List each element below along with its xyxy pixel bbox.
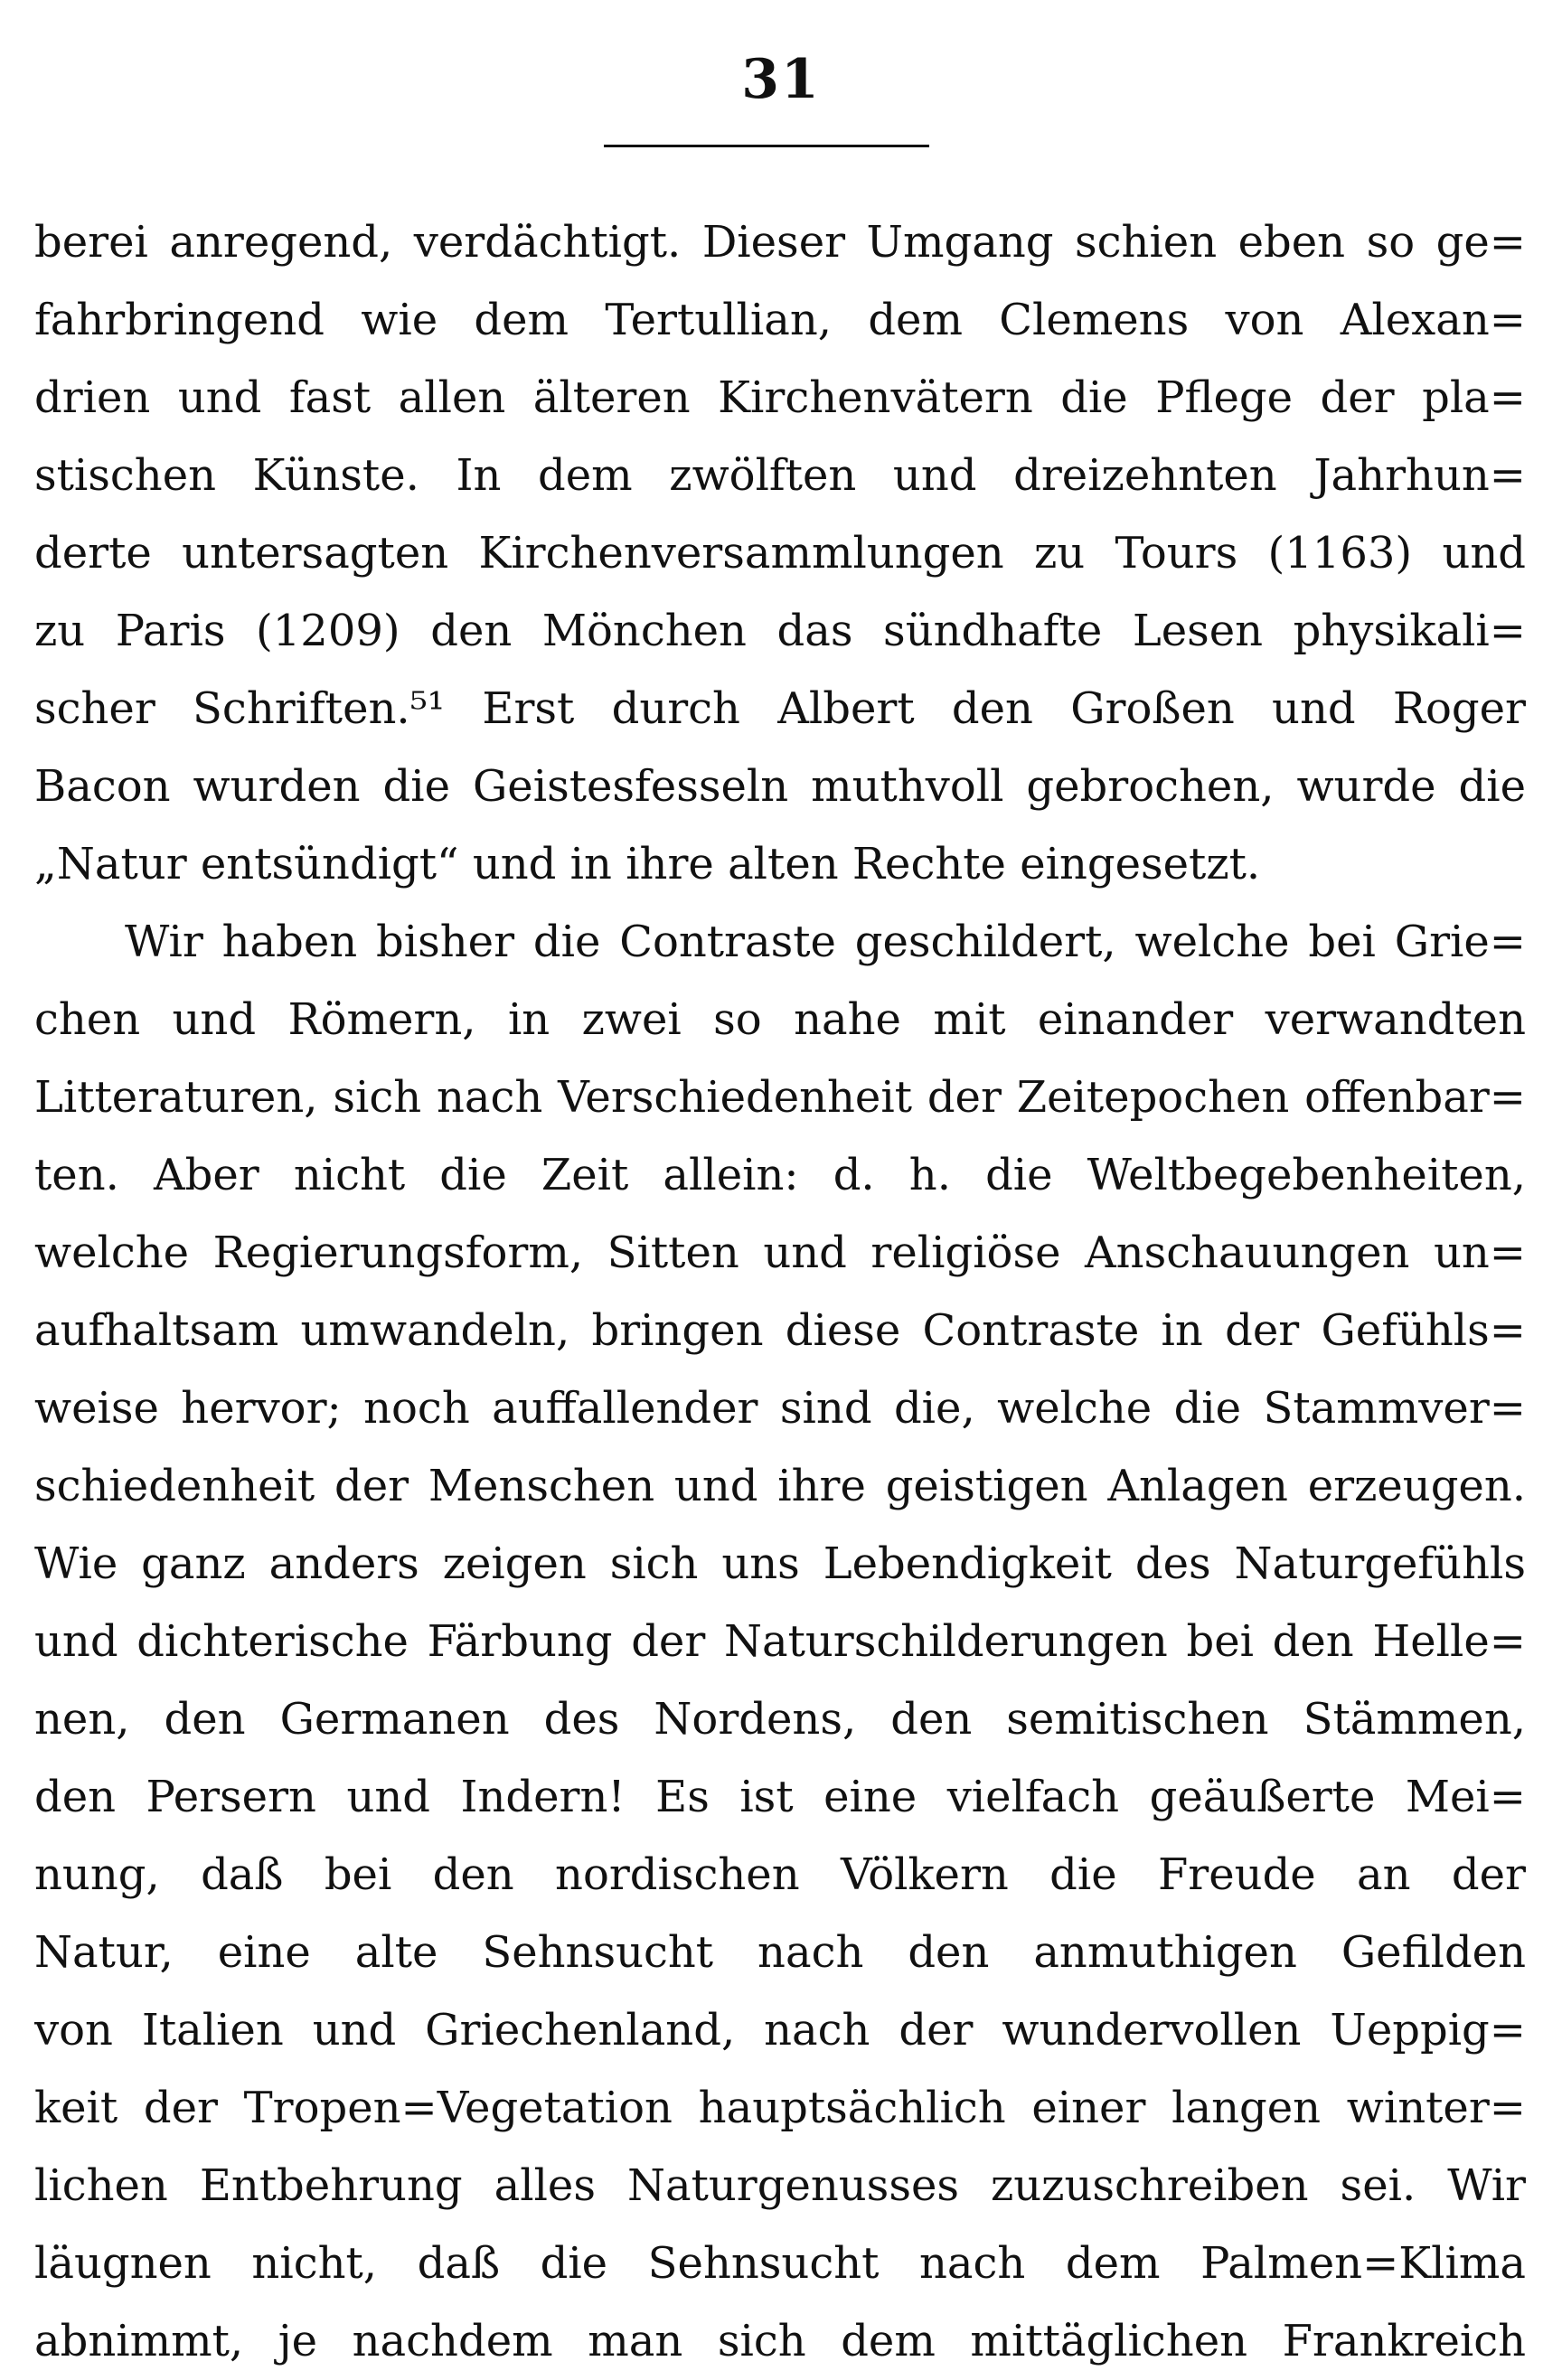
text-line: drien und fast allen älteren Kirchenvätern die Pflege der pla= [34,372,1526,423]
text-line: Wie ganz anders zeigen sich uns Lebendigkeit des Naturgefühls [34,1538,1526,1589]
text-line: zu Paris (1209) den Mönchen das sündhafte Lesen physikali= [34,606,1526,656]
text-line: weise hervor; noch auffallender sind die, welche die Stammver= [34,1383,1526,1434]
text-line: den Persern und Indern! Es ist eine vielfach geäußerte Mei= [34,1772,1526,1822]
text-line: schiedenheit der Menschen und ihre geistigen Anlagen erzeugen. [34,1461,1526,1511]
body-text [34,203,1526,2380]
text-line: von Italien und Griechenland, nach der wundervollen Ueppig= [34,2005,1526,2055]
text-line: scher Schriften.⁵¹ Erst durch Albert den Großen und Roger [34,683,1526,734]
text-line: Bacon wurden die Geistesfesseln muthvoll gebrochen, wurde die [34,761,1526,812]
text-line: nen, den Germanen des Nordens, den semitischen Stämmen, [34,1694,1526,1745]
text-line: welche Regierungsform, Sitten und religiöse Anschauungen un= [34,1228,1526,1278]
text-line: Litteraturen, sich nach Verschiedenheit der Zeitepochen offenbar= [34,1072,1526,1123]
text-line: lichen Entbehrung alles Naturgenusses zuzuschreiben sei. Wir [34,2160,1526,2211]
text-line: ten. Aber nicht die Zeit allein: d. h. die Weltbegebenheiten, [34,1150,1526,1200]
text-line: Wir haben bisher die Contraste geschildert, welche bei Grie= [125,917,1526,967]
header-rule [604,145,929,147]
text-line: läugnen nicht, daß die Sehnsucht nach dem Palmen=Klima [34,2238,1526,2289]
text-line: Natur, eine alte Sehnsucht nach den anmuthigen Gefilden [34,1927,1526,1978]
text-line: derte untersagten Kirchenversammlungen zu Tours (1163) und [34,528,1526,579]
text-line: und dichterische Färbung der Naturschilderungen bei den Helle= [34,1616,1526,1667]
text-line: keit der Tropen=Vegetation hauptsächlich einer langen winter= [34,2083,1526,2133]
text-line: stischen Künste. In dem zwölften und dreizehnten Jahrhun= [34,450,1526,501]
text-line: abnimmt, je nachdem man sich dem mittäglichen Frankreich [34,2316,1526,2366]
text-line: aufhaltsam umwandeln, bringen diese Contraste in der Gefühls= [34,1305,1526,1356]
page-number: 31 [741,48,821,111]
text-line: berei anregend, verdächtigt. Dieser Umgang schien eben so ge= [34,217,1526,268]
text-line: fahrbringend wie dem Tertullian, dem Clemens von Alexan= [34,295,1526,345]
text-line: chen und Römern, in zwei so nahe mit einander verwandten [34,994,1526,1045]
text-line: nung, daß bei den nordischen Völkern die Freude an der [34,1849,1526,1900]
text-line: „Natur entsündigt“ und in ihre alten Rechte eingesetzt. [34,839,1261,889]
